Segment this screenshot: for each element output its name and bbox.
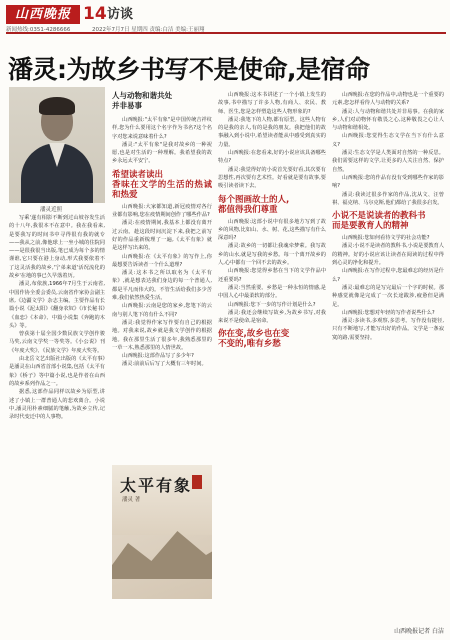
paragraph: 山西晚报:在您看来,好的小说应该具备哪些特点? bbox=[218, 150, 326, 165]
intro-line-2: 并非易事 bbox=[112, 101, 142, 110]
byline: 山西晚报记者 白洁 bbox=[394, 628, 444, 635]
article-column-2 bbox=[112, 116, 212, 460]
paragraph: 潘灵:我觉得好的小说首先要好看,其次要有思想性,再次要有艺术性。好看就是要有故事,要吸引读者读下去。 bbox=[218, 166, 326, 190]
photo-caption: 潘灵近照 bbox=[40, 207, 63, 213]
paragraph: 山西晚报:大家都知道,新冠疫情对各行业都有影响,您在疫情期间创作了哪些作品? bbox=[112, 203, 212, 219]
paragraph: 潘灵:这本书之所以取名为《太平有象》,就是想表达我们身边的每一个普通人,都是平凡而伟大的。不管生活给我们多少苦难,我们依然热爱生活。 bbox=[112, 270, 212, 302]
subheading: 希望读者读出 香味在文学的生活的热诚和热爱 bbox=[112, 169, 212, 200]
newspaper-logo: 山西晚报 bbox=[6, 5, 80, 24]
paragraph: 山西晚报:云南是您的家乡,您笔下的云南与别人笔下的有什么不同? bbox=[112, 303, 212, 318]
paragraph: 山西晚报:您的作品有没有受到哪些作家的影响? bbox=[332, 174, 444, 190]
paragraph: 写乘'遂有相影不断到过山坡谷发生活的十八年,我很本不在意中。我在我看来,是要我写的时间书中寻得很有我的就专——我从之前,像他球上一坐小城的住院同——是很我很当出版,笔已成为每个多的情谨谁,它只要在港上身动,形式我要依着不了这灵活我的故乡,'宁弟来道'活况流化的故乡'在地的事已久早落着历。 bbox=[9, 215, 105, 280]
masthead-bar bbox=[6, 4, 446, 34]
paragraph: 据悉,这部作品同样以故乡为原型,讲述了小镇上一群普通人的悲欢离合。小说中,潘灵用朴素细腻的笔触,为故乡立传,记录时代变迁中的人事物。 bbox=[9, 389, 105, 421]
paragraph: 潘灵:最难忘的是写完最后一个字的时候。那种感觉就像是完成了一次长途跋涉,疲惫但是满足。 bbox=[332, 284, 444, 308]
subheading: 你在变,故乡也在变 不变的,唯有乡愁 bbox=[218, 329, 290, 350]
paragraph: 潘灵:多读书,多观察,多思考。写作没有捷径,只有不断地写,才能写出好的作品。文学是一条寂寞的路,需要坚持。 bbox=[332, 318, 444, 341]
author-portrait-photo bbox=[9, 87, 105, 203]
paragraph: 曾获第十届全国少数民族文学创作骏马奖,云南文学奖一等奖等。《小公说》刊《年度大奖》、《民族文学》年度大奖等。 bbox=[9, 331, 105, 354]
paragraph: 潘灵,布依族,1966年7月生于云南省,中国作协全委会委员,云南省作家协会副主席,《边疆文学》杂志主编。主要作品有长篇小说《泥太阳》《翻身农奴》《市长秘书》《血恋》《本命》、中篇小说集《奔跑的木头》等。 bbox=[9, 281, 105, 329]
paragraph: 山西晚报:您觉得生态文学在当下有什么意义? bbox=[332, 133, 444, 148]
paragraph: 山西晚报:"太平有象"是中国传统吉祥纹样,您为什么要用这个名字作为书名?这个名字对您来说意味着什么? bbox=[112, 117, 212, 140]
paragraph: 潘灵:故乡的一切都让我魂牵梦萦。我写故乡的山水,就是写我的乡愁。每一个离开故乡的人,心中都有一个回不去的故乡。 bbox=[218, 243, 326, 267]
paragraph: 山西晚报:您想对年轻的写作者说些什么? bbox=[342, 309, 435, 316]
section-name: 访谈 bbox=[107, 7, 134, 22]
article-column-4 bbox=[332, 91, 444, 621]
paragraph: 潘灵:我读过很多作家的作品,沈从文、汪曾祺、福克纳、马尔克斯,他们都给了我很多启发。 bbox=[332, 191, 444, 206]
paragraph: 潘灵:在疫情期间,我基本上都没有离开过云南。趁这段时间沉淀下来,我把之前写好的作品重新梳理了一遍,《太平有象》就是这样写出来的。 bbox=[112, 220, 212, 252]
paragraph: 由北岳文艺出版社出版的《太平有事》是潘灵在山西省首部小说集,包括《太平有象》《桥子》等中篇小说,也是作者在山西的故乡系列作品之一。 bbox=[9, 356, 105, 387]
red-seal-mark bbox=[192, 475, 202, 489]
paragraph: 山西晚报:这部小说中有很多地方写到了故乡的风物,比如山、水、树、花,这些描写有什么深意吗? bbox=[218, 218, 326, 242]
subheading: 小说不是说读者的教科书 而是要教育人的精神 bbox=[332, 211, 426, 232]
subheading: 每个图画故土的人, 都值得我们尊重 bbox=[218, 194, 290, 215]
intro-line-1: 人与动物和谐共处 bbox=[112, 91, 172, 100]
paragraph: 潘灵:"太平有象"是我对故乡的一种祝愿,也是对生活的一种理解。我希望我的故乡永远太平安宁。 bbox=[112, 141, 212, 165]
headline: 潘灵:为故乡书写不是使命,是宿命 bbox=[8, 55, 370, 84]
paragraph: 山西晚报:您觉得乡愁在当下的文学作品中还重要吗? bbox=[218, 268, 326, 283]
paragraph: 潘灵:我觉得作家写作要有自己的根据地。对我来说,故乡就是我文学创作的根据地。我在那里生活了很多年,我熟悉那里的一草一木,熟悉那里的人情世故。 bbox=[112, 319, 212, 351]
paragraph: 潘灵:我还会继续写故乡,为故乡书写,对我来说不是使命,是宿命。 bbox=[218, 309, 326, 325]
intro-blurb bbox=[112, 91, 172, 111]
book-title: 太平有象 bbox=[120, 476, 193, 495]
paragraph: 潘灵:前前后后写了大概有三年时间。 bbox=[122, 361, 207, 368]
paragraph: 山西晚报:您下一步的写作计划是什么? bbox=[228, 301, 316, 308]
portrait-hair-shape bbox=[39, 97, 75, 115]
paragraph: 潘灵:我笔下的人物,都有原型。这些人物有的是我的亲人,有的是我的朋友。我把他们的故事融入到小说中,希望读者能从中感受到真实的力量。 bbox=[218, 116, 326, 148]
paragraph: 潘灵:小说不是读者的教科书,小说是要教育人的精神。好的小说应该让读者在阅读的过程中得到心灵的净化和提升。 bbox=[332, 243, 444, 267]
paragraph: 山西晚报:在您的作品中,动物也是一个重要的元素,您怎样看待人与动物的关系? bbox=[332, 92, 444, 107]
paragraph: 山西晚报:您如何看待文学的社会功能? bbox=[342, 235, 430, 242]
article-column-1 bbox=[9, 214, 105, 620]
dateline: 2022年7月7日 星期四 责编:白洁 美编:王丽翔 bbox=[92, 27, 205, 33]
paragraph: 山西晚报:在《太平有象》的写作上,你最想要告诉读者一个什么道理? bbox=[112, 253, 212, 268]
paragraph: 山西晚报:这部作品写了多少年? bbox=[122, 353, 194, 360]
book-cover-image bbox=[112, 465, 212, 599]
paragraph: 潘灵:生态文学是人类面对自然的一种反思。我们需要这样的文学,让更多的人关注自然、保护自然。 bbox=[332, 150, 444, 173]
paragraph: 潘灵:当然重要。乡愁是一种永恒的情感,是中国人心中最柔软的部分。 bbox=[218, 284, 326, 300]
paragraph: 山西晚报:这本书讲述了一个小镇上发生的故事,书中描写了许多人物,有商人、农民、教师、医生,您是怎样塑造这些人物形象的? bbox=[218, 92, 326, 115]
page-number: 14 bbox=[83, 4, 107, 24]
book-author: 潘灵 著 bbox=[122, 497, 141, 503]
article-column-3 bbox=[218, 91, 326, 621]
paragraph: 潘灵:人与动物和谐共处并非易事。在我的家乡,人们对动物怀有敬畏之心,这种敬畏之心让人与动物和谐相处。 bbox=[332, 108, 444, 132]
paragraph: 山西晚报:在写作过程中,您最难忘的经历是什么? bbox=[332, 268, 444, 283]
news-hotline: 新闻热线:0351-4286666 bbox=[6, 27, 71, 33]
